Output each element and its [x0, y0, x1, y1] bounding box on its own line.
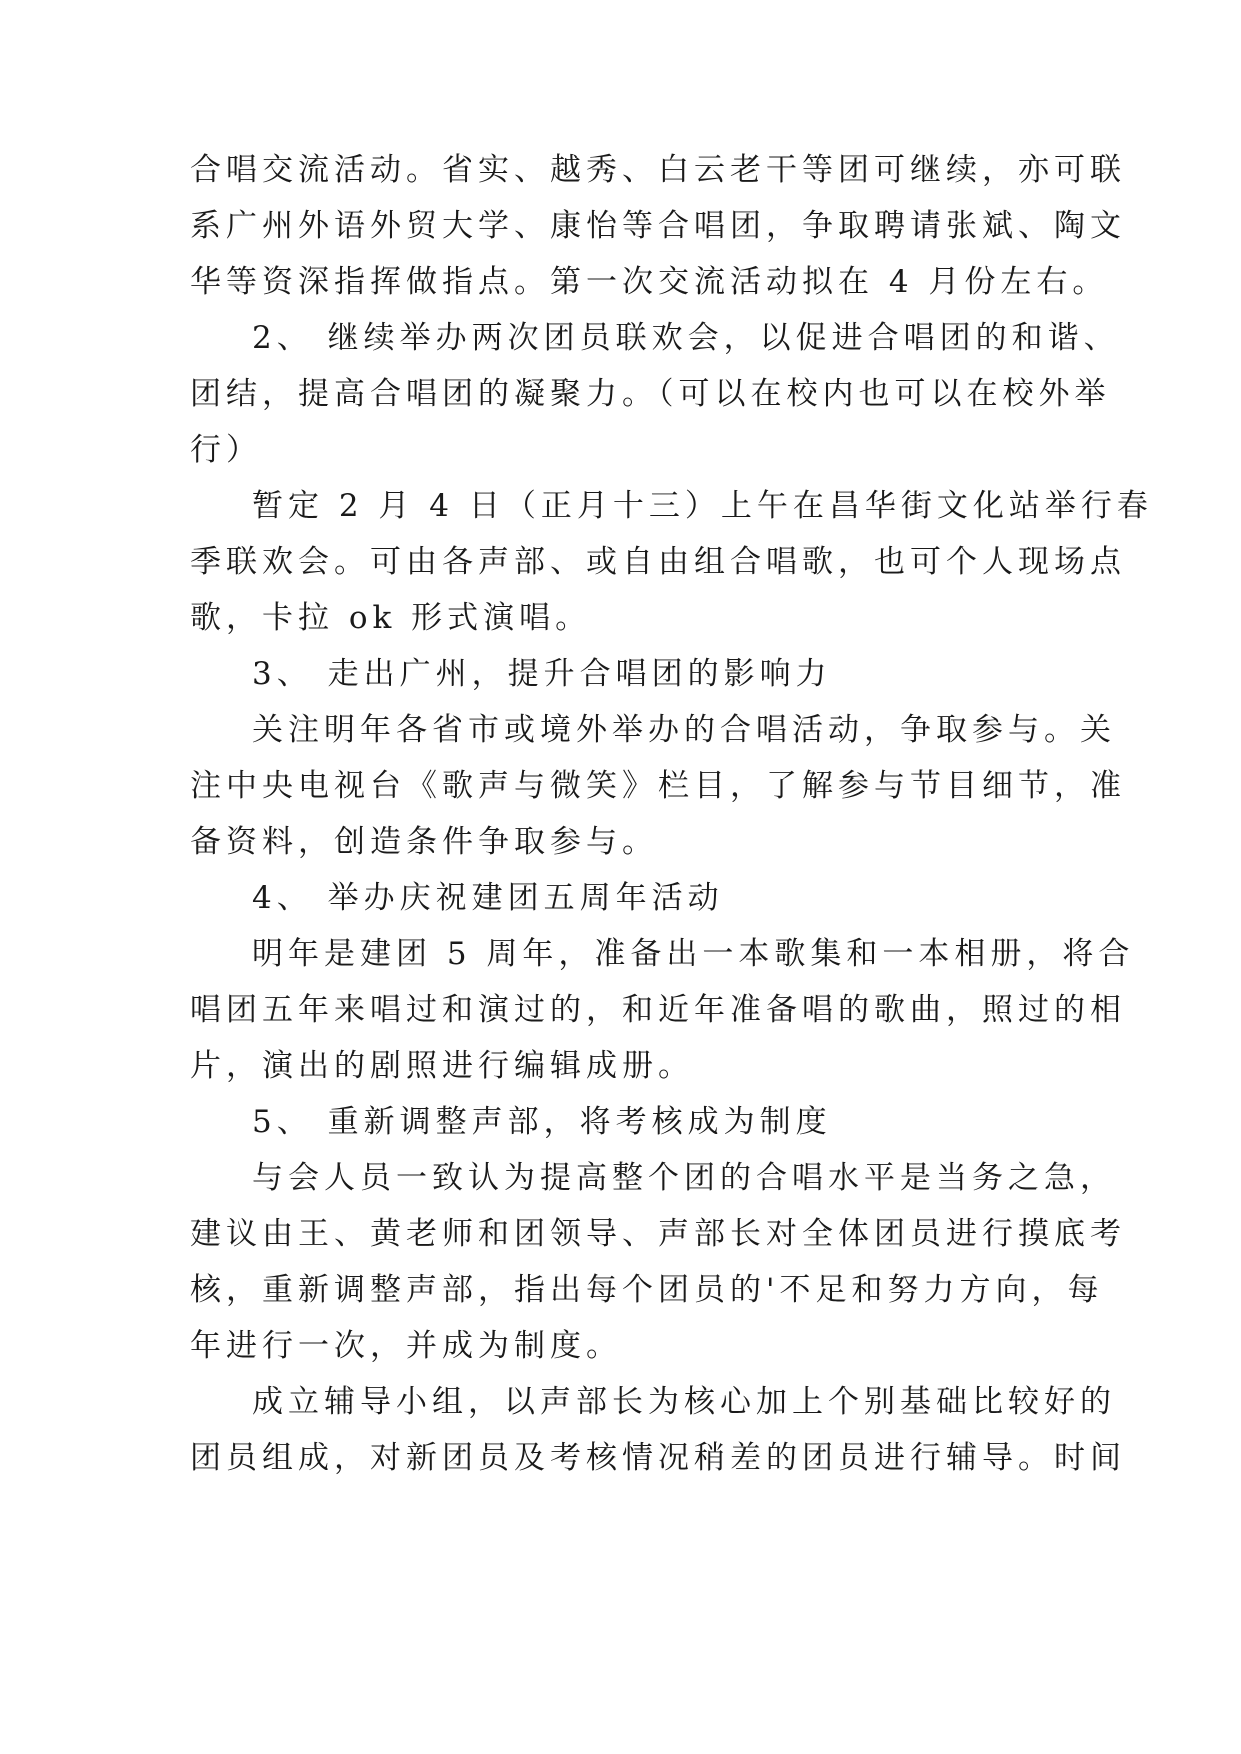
paragraph-line: 与会人员一致认为提高整个团的合唱水平是当务之急，	[252, 1160, 1116, 1196]
paragraph-line: 华等资深指挥做指点。第一次交流活动拟在 4 月份左右。	[190, 264, 1109, 300]
paragraph-line: 合唱交流活动。省实、越秀、白云老干等团可继续，亦可联	[190, 152, 1126, 188]
paragraph-line: 团结，提高合唱团的凝聚力。（可以在校内也可以在校外举	[190, 376, 1111, 412]
paragraph-line: 核，重新调整声部，指出每个团员的'不足和努力方向，每	[190, 1272, 1104, 1308]
paragraph-line: 明年是建团 5 周年，准备出一本歌集和一本相册，将合	[252, 936, 1135, 972]
paragraph-line: 备资料，创造条件争取参与。	[190, 824, 658, 860]
paragraph-line: 关注明年各省市或境外举办的合唱活动，争取参与。关	[252, 712, 1116, 748]
section-heading-4: 4、 举办庆祝建团五周年活动	[252, 880, 724, 916]
paragraph-line: 年进行一次，并成为制度。	[190, 1328, 622, 1364]
paragraph-line: 团员组成，对新团员及考核情况稍差的团员进行辅导。时间	[190, 1440, 1126, 1476]
paragraph-line: 成立辅导小组，以声部长为核心加上个别基础比较好的	[252, 1384, 1116, 1420]
paragraph-line: 歌，卡拉 ok 形式演唱。	[190, 600, 592, 636]
paragraph-line: 行）	[190, 432, 262, 468]
paragraph-line: 建议由王、黄老师和团领导、声部长对全体团员进行摸底考	[190, 1216, 1126, 1252]
paragraph-line: 系广州外语外贸大学、康怡等合唱团，争取聘请张斌、陶文	[190, 208, 1126, 244]
paragraph-line: 暂定 2 月 4 日（正月十三）上午在昌华街文化站举行春	[252, 488, 1153, 524]
section-heading-2: 2、 继续举办两次团员联欢会，以促进合唱团的和谐、	[252, 320, 1120, 356]
paragraph-line: 季联欢会。可由各声部、或自由组合唱歌，也可个人现场点	[190, 544, 1126, 580]
section-heading-3: 3、 走出广州，提升合唱团的影响力	[252, 656, 832, 692]
paragraph-line: 唱团五年来唱过和演过的，和近年准备唱的歌曲，照过的相	[190, 992, 1126, 1028]
paragraph-line: 注中央电视台《歌声与微笑》栏目，了解参与节目细节，准	[190, 768, 1126, 804]
paragraph-line: 片，演出的剧照进行编辑成册。	[190, 1048, 694, 1084]
section-heading-5: 5、 重新调整声部，将考核成为制度	[252, 1104, 832, 1140]
